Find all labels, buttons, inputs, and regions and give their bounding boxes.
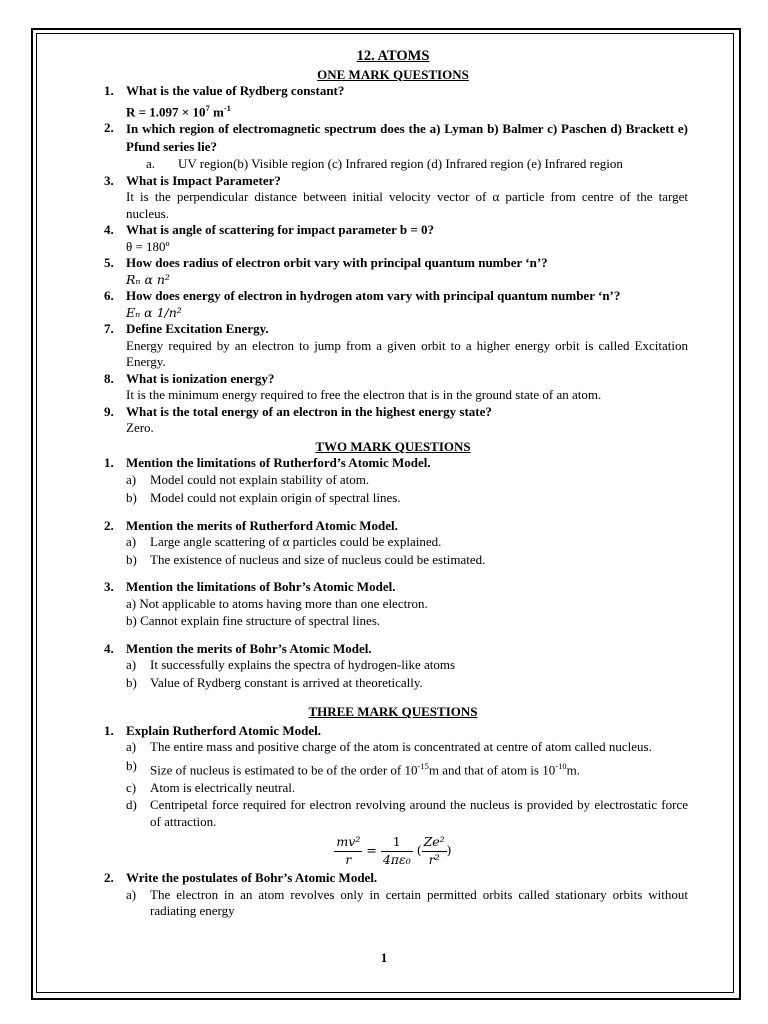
sub-answer: a) Model could not explain stability of atom. xyxy=(126,471,370,487)
question-text: What is the value of Rydberg constant? xyxy=(126,83,345,98)
question-number: 3. xyxy=(104,172,114,188)
question-text: Mention the merits of Rutherford Atomic Model. xyxy=(126,517,398,533)
centripetal-force-formula: mv² r = 1 4πε₀ (Ze² r²) xyxy=(336,834,452,867)
question-text: How does radius of electron orbit vary with principal quantum number ‘n’? xyxy=(126,255,548,271)
section-heading-three-mark: THREE MARK QUESTIONS xyxy=(308,704,478,720)
question-number: 1. xyxy=(104,722,114,738)
question-item xyxy=(98,870,688,887)
question-number: 3. xyxy=(104,579,114,595)
question-number: 7. xyxy=(104,321,114,337)
sub-answer: a) Not applicable to atoms having more than one electron. xyxy=(126,595,428,611)
answer-text: a. UV region(b) Visible region (c) Infrared region (d) Infrared region (e) Infrared region xyxy=(146,156,623,172)
question-text: Write the postulates of Bohr’s Atomic Model. xyxy=(126,870,378,886)
question-number: 9. xyxy=(104,403,114,419)
page-title: 12. ATOMS xyxy=(356,48,430,64)
question-item xyxy=(98,83,688,120)
answer-text: $R = 1.097 \times 10^7$ $m^{-1}$ xyxy=(126,102,231,119)
sub-answer: d) Centripetal force required for electron revolving around the nucleus is provided by electrostatic force of attraction. xyxy=(126,797,688,829)
sub-answer: a) The entire mass and positive charge of the atom is concentrated at centre of atom called nucleus. xyxy=(126,739,652,755)
section-heading-two-mark: TWO MARK QUESTIONS xyxy=(315,438,471,454)
question-item xyxy=(98,518,688,535)
question-number: 4. xyxy=(104,640,114,656)
section-heading-one-mark: ONE MARK QUESTIONS xyxy=(317,66,469,82)
answer-text: θ = 180º xyxy=(126,238,170,254)
question-text: Define Excitation Energy. xyxy=(126,321,269,337)
sub-answer: b) Model could not explain origin of spectral lines. xyxy=(126,490,401,506)
sub-answer: b) Cannot explain fine structure of spectral lines. xyxy=(126,613,381,629)
question-number: 6. xyxy=(104,288,114,304)
question-item xyxy=(98,222,688,255)
question-text: Mention the merits of Bohr’s Atomic Model. xyxy=(126,640,372,656)
sub-answer: a) Large angle scattering of α particles could be explained. xyxy=(126,534,442,550)
question-number: 1. xyxy=(104,455,114,471)
sub-answer: b) Size of nucleus is estimated to be of the order of $10^{-15}m$ and that of atom is $10^{-10}m$. xyxy=(126,757,580,778)
question-item xyxy=(98,723,688,740)
sub-answer: a) It successfully explains the spectra of hydrogen-like atoms xyxy=(126,657,456,673)
page-number: 1 xyxy=(380,950,388,965)
sub-answer: b) The existence of nucleus and size of nucleus could be estimated. xyxy=(126,551,486,567)
question-number: 4. xyxy=(104,222,114,238)
question-item xyxy=(98,120,688,173)
question-text: Mention the limitations of Bohr’s Atomic Model. xyxy=(126,579,396,595)
question-item xyxy=(98,255,688,288)
question-item xyxy=(98,455,688,472)
sub-answer: a) The electron in an atom revolves only in certain permitted orbits called stationary orbits without radiating energy xyxy=(126,886,688,919)
question-number: 2. xyxy=(104,120,114,136)
question-item xyxy=(98,371,688,404)
question-item xyxy=(98,321,688,371)
answer-text: It is the minimum energy required to free the electron that is in the ground state of an atom. xyxy=(126,387,602,403)
question-item xyxy=(98,404,688,437)
answer-formula: Rₙ α n² xyxy=(126,271,170,287)
answer-text: Zero. xyxy=(126,420,154,436)
answer-text: It is the perpendicular distance between initial velocity vector of α particle from centre of the target nucleus. xyxy=(126,189,688,221)
document-body xyxy=(98,48,688,920)
answer-text: Energy required by an electron to jump from a given orbit to a higher energy orbit is called Excitation Energy. xyxy=(126,337,688,370)
question-number: 1. xyxy=(104,83,114,98)
question-item xyxy=(98,173,688,223)
answer-formula: Eₙ α 1/n² xyxy=(126,304,182,320)
question-text: How does energy of electron in hydrogen atom vary with principal quantum number ‘n’? xyxy=(126,288,621,304)
question-number: 8. xyxy=(104,370,114,386)
sub-answer: c) Atom is electrically neutral. xyxy=(126,779,296,795)
question-text: In which region of electromagnetic spectrum does the a) Lyman b) Balmer c) Paschen d) Brackett e) Pfund series lie? xyxy=(126,121,688,155)
question-item xyxy=(98,641,688,658)
question-number: 2. xyxy=(104,870,114,886)
question-item xyxy=(98,579,688,596)
question-text: What is the total energy of an electron in the highest energy state? xyxy=(126,403,492,419)
question-text: Mention the limitations of Rutherford’s Atomic Model. xyxy=(126,455,431,471)
question-text: What is ionization energy? xyxy=(126,370,275,386)
question-text: What is Impact Parameter? xyxy=(126,172,281,188)
sub-answer: b) Value of Rydberg constant is arrived at theoretically. xyxy=(126,674,423,690)
question-text: What is angle of scattering for impact parameter b = 0? xyxy=(126,222,435,238)
question-number: 2. xyxy=(104,517,114,533)
question-number: 5. xyxy=(104,255,114,271)
question-text: Explain Rutherford Atomic Model. xyxy=(126,722,321,738)
question-item xyxy=(98,288,688,321)
